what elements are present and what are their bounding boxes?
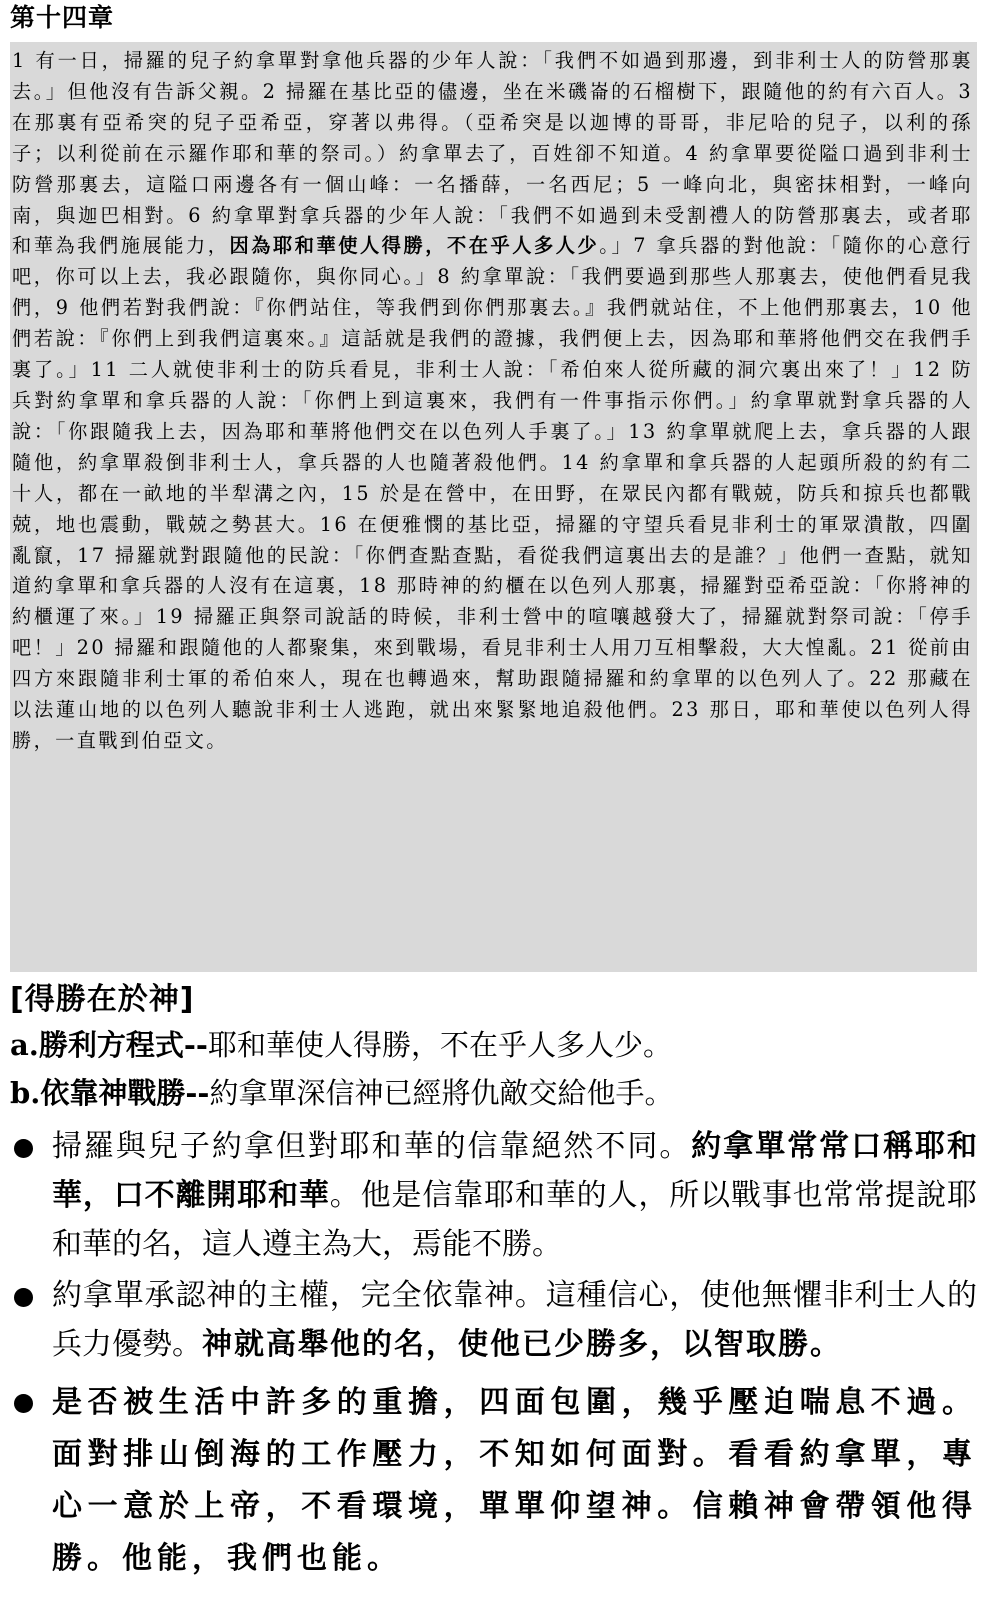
point-b-lead: b.依靠神戰勝-- bbox=[10, 1076, 210, 1110]
bullet-list bbox=[10, 1122, 977, 1585]
bullet-icon bbox=[14, 1288, 33, 1307]
scripture-emphasis: 因為耶和華使人得勝，不在乎人多人少 bbox=[229, 234, 600, 258]
point-a-lead: a.勝利方程式-- bbox=[10, 1028, 208, 1062]
bullet1-text-part2: 。他是信靠耶和華的人，所以戰事也常常提說耶和華的名，這人遵主為大，焉能不勝。 bbox=[52, 1178, 978, 1262]
point-a bbox=[10, 1022, 977, 1070]
bullet-item-1 bbox=[10, 1122, 977, 1269]
bullet3-text: 是否被生活中許多的重擔，四面包圍，幾乎壓迫喘息不過。面對排山倒海的工作壓力，不知如何面對。看看約拿單，專心一意於上帝，不看環境，單單仰望神。信賴神會帶領他得勝。他能，我們也能。 bbox=[52, 1385, 977, 1576]
point-b bbox=[10, 1070, 977, 1118]
chapter-title: 第十四章 bbox=[10, 3, 115, 32]
scripture-passage bbox=[10, 42, 977, 972]
bullet2-strong: 神就高舉他的名，使他已少勝多，以智取勝。 bbox=[202, 1327, 842, 1362]
section-heading: [得勝在於神] bbox=[10, 982, 195, 1017]
scripture-text-part2: 。」7 拿兵器的對他說：「隨你的心意行吧，你可以上去，我必跟隨你，與你同心。」8 約拿單說：「我們要過到那些人那裏去，使他們看見我們，9 他們若對我們說：『你們站住，等我們到你們那裏去。』我們就站住，不上他們那裏去，10 他們若說：『你們上到我們這裏來。』這話就是我們的證據，我們便上去，因為耶和華將他們交在我們手裏了。」11 二人就使非利士的防兵看見，非利士人說：「希伯來人從所藏的洞穴裏出來了！」12 防兵對約拿單和拿兵器的人說：「你們上到這裏來，我們有一件事指示你們。」約拿單就對拿兵器的人說：「你跟隨我上去，因為耶和華將他們交在以色列人手裏了。」13 約拿單就爬上去，拿兵器的人跟隨他，約拿單殺倒非利士人，拿兵器的人也隨著殺他們。14 約拿單和拿兵器的人起頭所殺的約有二十人，都在一畝地的半犁溝之內，15 於是在營中，在田野，在眾民內都有戰兢，防兵和掠兵也都戰兢，地也震動，戰兢之勢甚大。16 在便雅憫的基比亞，掃羅的守望兵看見非利士的軍眾潰散，四圍亂竄，17 掃羅就對跟隨他的民說：「你們查點查點，看從我們這裏出去的是誰？」他們一查點，就知道約拿單和拿兵器的人沒有在這裏，18 那時神的約櫃在以色列人那裏，掃羅對亞希亞說：「你將神的約櫃運了來。」19 掃羅正與祭司說話的時候，非利士營中的喧嚷越發大了，掃羅就對祭司說：「停手吧！」20 掃羅和跟隨他的人都聚集，來到戰場，看見非利士人用刀互相擊殺，大大惶亂。21 從前由四方來跟隨非利士軍的希伯來人，現在也轉過來，幫助跟隨掃羅和約拿單的以色列人了。22 那藏在以法蓮山地的以色列人聽說非利士人逃跑，就出來緊緊地追殺他們。23 那日，耶和華使以色列人得勝，一直戰到伯亞文。 bbox=[12, 234, 973, 752]
point-b-text: 約拿單深信神已經將仇敵交給他手。 bbox=[209, 1076, 674, 1110]
bullet-item-2 bbox=[10, 1271, 977, 1369]
bullet1-text-part1: 掃羅與兒子約拿但對耶和華的信靠絕然不同。 bbox=[52, 1129, 692, 1164]
bullet-item-3 bbox=[10, 1377, 977, 1585]
point-a-text: 耶和華使人得勝，不在乎人多人少。 bbox=[207, 1028, 672, 1062]
bullet-icon bbox=[14, 1139, 33, 1158]
bullet-icon bbox=[14, 1394, 33, 1413]
bullet1-strong: 約拿單常常口稱耶和華，口不離開耶和華 bbox=[52, 1129, 978, 1213]
scripture-text-part1: 1 有一日，掃羅的兒子約拿單對拿他兵器的少年人說：「我們不如過到那邊，到非利士人的防營那裏去。」但他沒有告訴父親。2 掃羅在基比亞的儘邊，坐在米磯崙的石榴樹下，跟隨他的約有六百人。3 在那裏有亞希突的兒子亞希亞，穿著以弗得。（亞希突是以迦博的哥哥，非尼哈的兒子，以利的孫子；以利從前在示羅作耶和華的祭司。）約拿單去了，百姓卻不知道。4 約拿單要從隘口過到非利士防營那裏去，這隘口兩邊各有一個山峰：一名播薛，一名西尼；5 一峰向北，與密抹相對，一峰向南，與迦巴相對。6 約拿單對拿兵器的少年人說：「我們不如過到未受割禮人的防營那裏去，或者耶和華為我們施展能力， bbox=[12, 49, 973, 258]
bullet2-text-part1: 約拿單承認神的主權，完全依靠神。這種信心，使他無懼非利士人的兵力優勢。 bbox=[52, 1278, 977, 1362]
